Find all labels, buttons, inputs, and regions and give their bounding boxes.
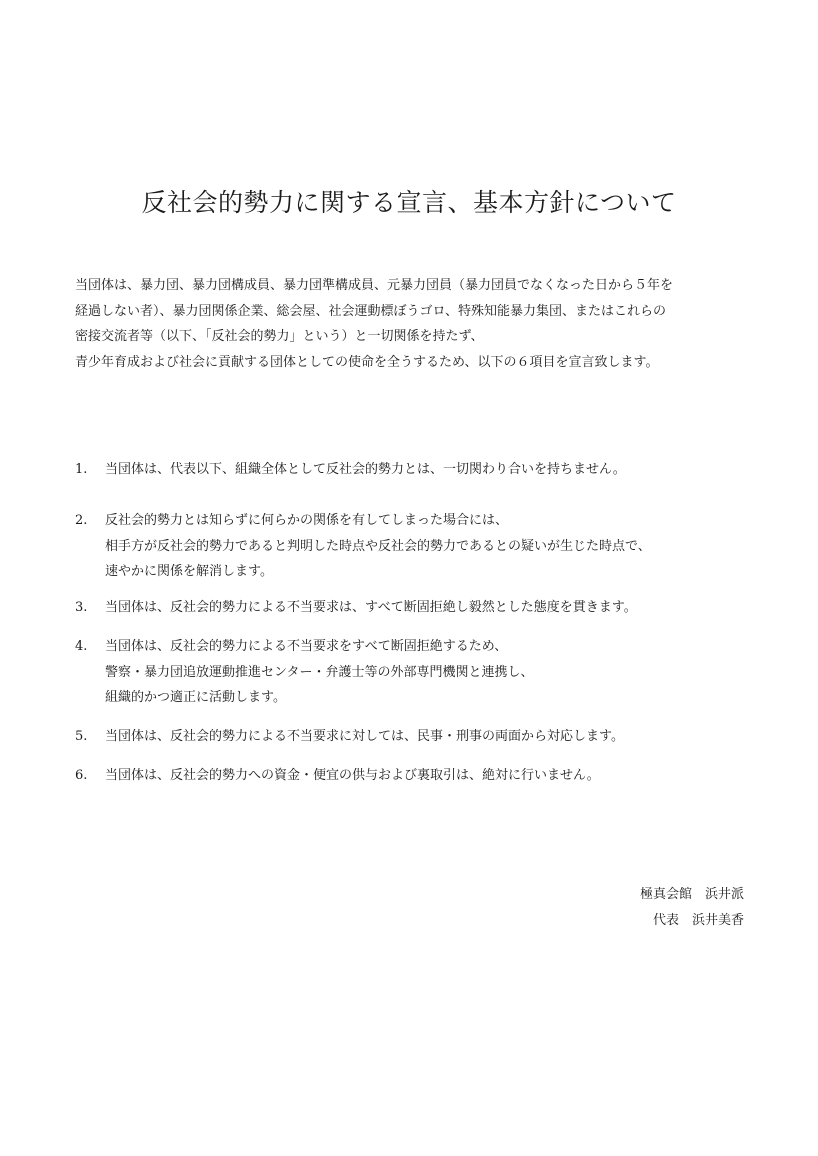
item-text [105,763,600,789]
item-number: 4. [75,639,88,654]
item-line: 相手方が反社会的勢力であると判明した時点や反社会的勢力であるとの疑いが生じた時点で、 [105,538,651,554]
item-text [105,724,624,750]
intro-line: 当団体は、暴力団、暴力団構成員、暴力団準構成員、元暴力団員（暴力団員でなくなった日から５年を [75,278,674,293]
item-line: 当団体は、反社会的勢力による不当要求に対しては、民事・刑事の両面から対応します。 [105,729,624,744]
item-number: 2. [75,513,88,528]
item-text [105,457,626,483]
document-title: 反社会的勢力に関する宣言、基本方針について [141,187,677,217]
intro-paragraph [75,273,755,375]
item-line: 当団体は、反社会的勢力による不当要求は、すべて断固拒絶し毅然とした態度を貫きます。 [105,600,637,615]
intro-line: 経過しない者）、暴力団関係企業、総会屋、社会運動標ぼうゴロ、特殊知能暴力集団、またはこれらの [75,303,666,319]
item-line: 速やかに関係を解消します。 [105,564,273,579]
item-line: 当団体は、反社会的勢力への資金・便宜の供与および裏取引は、絶対に行いません。 [105,768,600,783]
item-text [105,595,637,621]
signature-organization: 極真会館 浜井派 [639,887,744,902]
item-line: 警察・暴力団追放運動推進センター・弁護士等の外部専門機関と連携し、 [105,664,534,680]
item-line: 当団体は、代表以下、組織全体として反社会的勢力とは、一切関わり合いを持ちません。 [105,462,626,477]
item-number: 1. [75,462,88,477]
item-line: 当団体は、反社会的勢力による不当要求をすべて断固拒絶するため、 [105,639,508,654]
item-line: 反社会的勢力とは知らずに何らかの関係を有してしまった場合には、 [105,513,509,528]
item-line: 組織的かつ適正に活動します。 [105,690,286,705]
intro-line: 密接交流者等（以下、「反社会的勢力」という）と一切関係を持たず、 [75,329,484,344]
item-text [105,508,651,585]
item-number: 6. [75,768,88,783]
signature-representative: 代表 浜井美香 [652,912,744,928]
item-number: 3. [75,600,88,615]
intro-line: 青少年育成および社会に貢献する団体としての使命を全うするため、以下の６項目を宣言致します。 [75,354,659,370]
signature-block [640,882,744,933]
item-text [105,634,533,711]
item-number: 5. [75,729,88,744]
